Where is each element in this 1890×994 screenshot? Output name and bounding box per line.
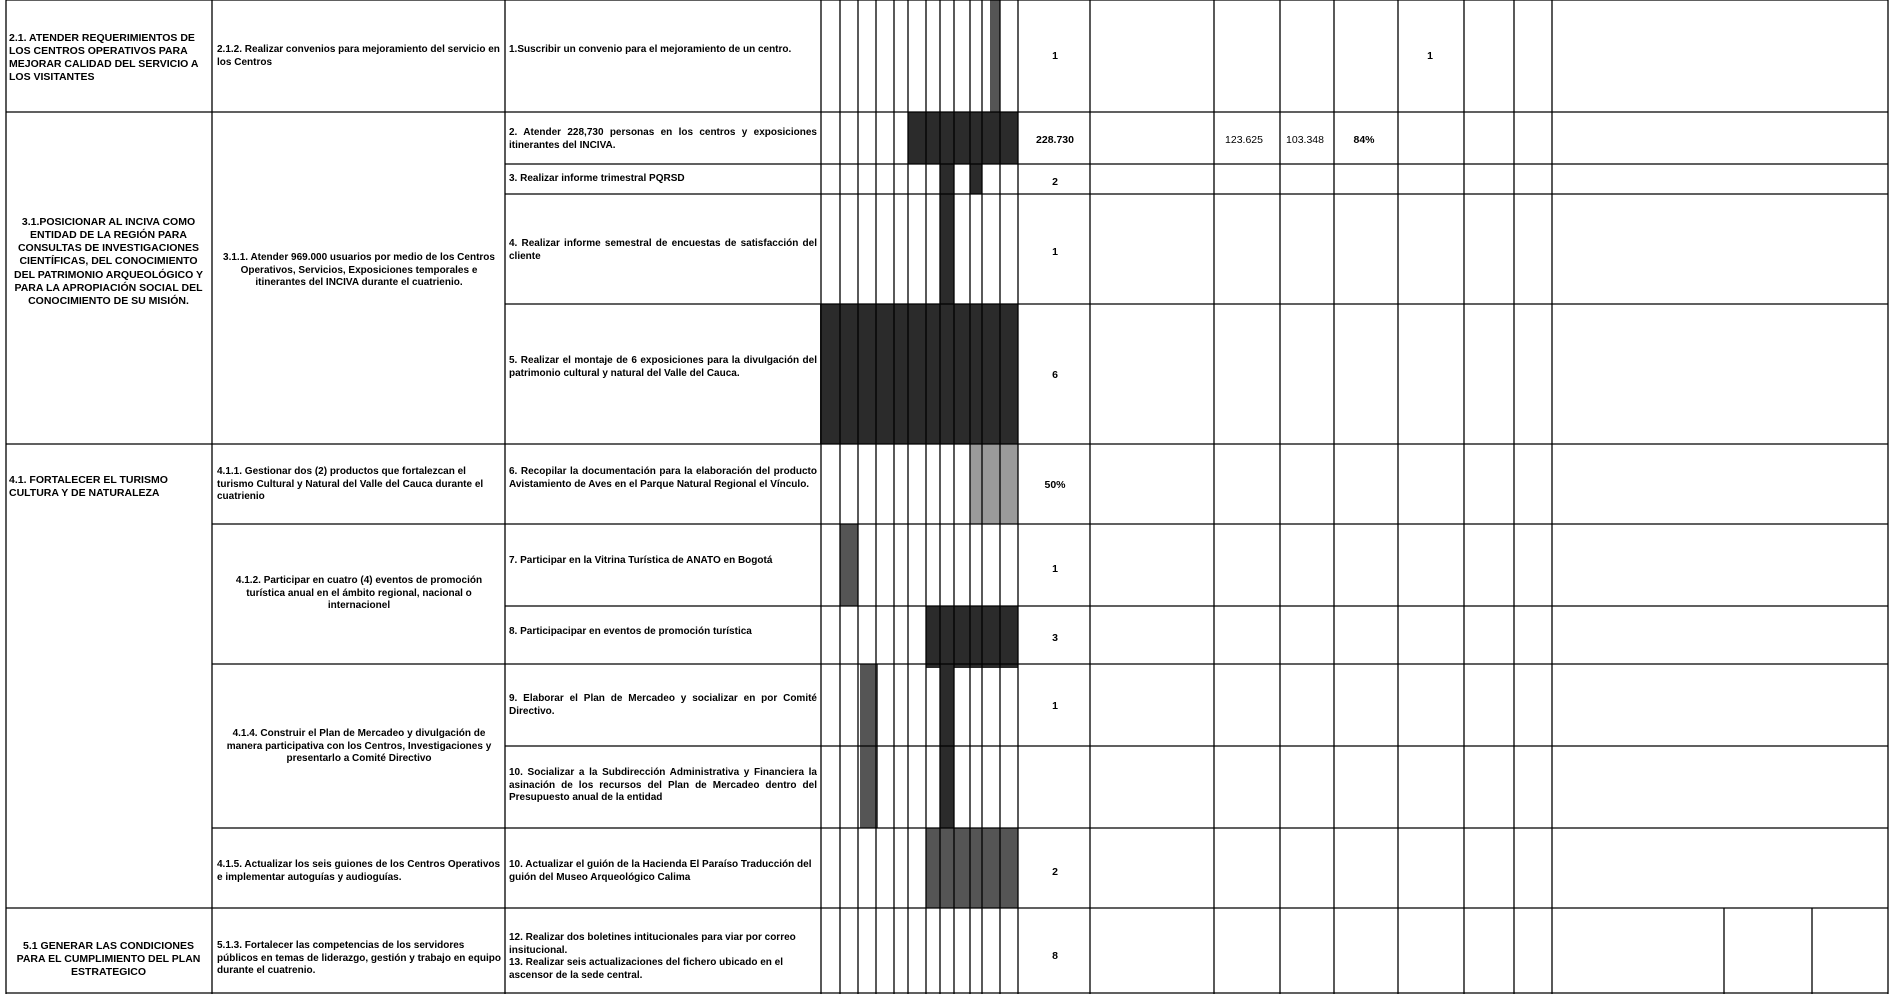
meta-value: 3	[1052, 632, 1058, 644]
executed-value: 123.625	[1225, 134, 1263, 146]
gantt-shade	[990, 0, 1000, 112]
executed-value-2: 103.348	[1286, 134, 1324, 146]
activity-1: 1.Suscribir un convenio para el mejoramiento de un centro.	[509, 44, 792, 55]
activity-3: 3. Realizar informe trimestral PQRSD	[509, 173, 685, 184]
activity-12-13: 12. Realizar dos boletines intitucionales para viar por correo insitucional. 13. Realizar seis actualizaciones del fichero ubicado en el ascensor de la sede central.	[509, 932, 796, 981]
meta-value: 1	[1052, 700, 1058, 712]
gantt-shade	[840, 524, 858, 606]
activity-8: 8. Participacipar en eventos de promoción turística	[509, 626, 752, 637]
objective-2-1: 2.1. ATENDER REQUERIMIENTOS DE LOS CENTROS OPERATIVOS PARA MEJORAR CALIDAD DEL SERVICIO A LOS VISITANTES	[9, 32, 199, 84]
meta-value: 228.730	[1036, 134, 1074, 146]
meta-value: 50%	[1044, 479, 1066, 491]
strategy-4-1-5: 4.1.5. Actualizar los seis guiones de los Centros Operativos e implementar autoguías y audioguías.	[217, 859, 501, 883]
activity-2: 2. Atender 228,730 personas en los centros y exposiciones itinerantes del INCIVA.	[509, 127, 817, 151]
gantt-shade	[940, 164, 954, 304]
activity-4: 4. Realizar informe semestral de encuestas de satisfacción del cliente	[509, 238, 817, 262]
meta-value: 2	[1052, 176, 1058, 188]
meta-value: 2	[1052, 866, 1058, 878]
activity-9: 9. Elaborar el Plan de Mercadeo y socializar en por Comité Directivo.	[509, 693, 817, 717]
strategy-4-1-4: 4.1.4. Construir el Plan de Mercadeo y divulgación de manera participativa con los Centros, Investigaciones y presentarlo a Comité Directivo	[226, 728, 492, 764]
objective-3-1: 3.1.POSICIONAR AL INCIVA COMO ENTIDAD DE LA REGIÓN PARA CONSULTAS DE INVESTIGACIONES CIENTÍFICAS, DEL CONOCIMIENTO DEL PATRIMONIO ARQUEOLÓGICO Y PARA LA APROPIACIÓN SOCIAL DEL CONOCIMIENTO DE SU MISIÓN.	[13, 216, 203, 307]
activity-6: 6. Recopilar la documentación para la elaboración del producto Avistamiento de Aves en el Parque Natural Regional el Vínculo.	[509, 466, 817, 490]
strategy-3-1-1: 3.1.1. Atender 969.000 usuarios por medio de los Centros Operativos, Servicios, Exposiciones temporales e itinerantes del INCIVA durante el cuatrienio.	[223, 252, 495, 288]
gantt-shade	[970, 164, 982, 194]
activity-7: 7. Participar en la Vitrina Turística de ANATO en Bogotá	[509, 555, 773, 566]
gantt-shade	[970, 444, 1018, 524]
meta-value: 1	[1052, 50, 1058, 62]
gantt-shade	[908, 112, 1018, 164]
gantt-shade	[820, 304, 1018, 444]
strategy-5-1-3: 5.1.3. Fortalecer las competencias de los servidores públicos en temas de liderazgo, gestión y trabajo en equipo durante el cuatrenio.	[217, 940, 501, 976]
strategy-4-1-1: 4.1.1. Gestionar dos (2) productos que fortalezcan el turismo Cultural y Natural del Valle del Cauca durante el cuatrienio	[217, 466, 484, 502]
gantt-shade	[940, 668, 954, 828]
meta-value: 6	[1052, 369, 1058, 381]
activity-5: 5. Realizar el montaje de 6 exposiciones para la divulgación del patrimonio cultural y natural del Valle del Cauca.	[509, 355, 817, 379]
strategy-2-1-2: 2.1.2. Realizar convenios para mejoramiento del servicio en los Centros	[217, 44, 500, 68]
activity-11: 10. Actualizar el guión de la Hacienda El Paraíso Traducción del guión del Museo Arqueológico Calima	[509, 859, 812, 883]
objective-5-1: 5.1 GENERAR LAS CONDICIONES PARA EL CUMPLIMIENTO DEL PLAN ESTRATEGICO	[16, 940, 201, 979]
meta-value: 1	[1052, 246, 1058, 258]
percent-value: 84%	[1353, 134, 1375, 146]
meta-value: 1	[1052, 563, 1058, 575]
meta-value: 8	[1052, 950, 1058, 962]
objective-4-1: 4.1. FORTALECER EL TURISMO CULTURA Y DE NATURALEZA	[9, 474, 168, 500]
strategy-4-1-2: 4.1.2. Participar en cuatro (4) eventos de promoción turística anual en el ámbito regional, nacional o internacionel	[235, 575, 483, 611]
activity-10: 10. Socializar a la Subdirección Administrativa y Financiera la asinación de los recursos del Plan de Mercadeo dentro del Presupuesto anual de la entidad	[509, 767, 817, 803]
extra-value: 1	[1427, 50, 1433, 62]
